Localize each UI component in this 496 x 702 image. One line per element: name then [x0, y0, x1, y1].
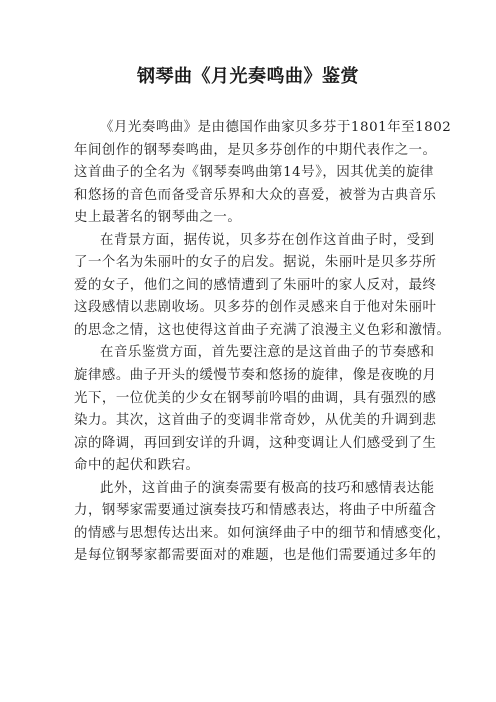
- paragraph-1-line-3: 这首曲子的全名为《钢琴奏鸣曲第14号》，因其优美的旋律: [74, 165, 434, 181]
- document-body: [74, 117, 452, 568]
- paragraph-4-line-4: 是每位钢琴家都需要面对的难题，也是他们需要通过多年的: [74, 548, 437, 564]
- paragraph-3-line-6: 命中的起伏和跌宕。: [74, 458, 200, 474]
- paragraph-3-line-1: 在音乐鉴赏方面，首先要注意的是这首曲子的节奏感和: [100, 345, 435, 361]
- paragraph-3-line-4: 染力。其次，这首曲子的变调非常奇妙，从优美的升调到悲: [74, 413, 437, 429]
- paragraph-3-line-5: 凉的降调，再回到安详的升调，这种变调让人们感受到了生: [74, 435, 437, 451]
- paragraph-2-line-1: 在背景方面，据传说，贝多芬在创作这首曲子时，受到: [100, 232, 435, 248]
- paragraph-3-line-2: 旋律感。曲子开头的缓慢节奏和悠扬的旋律，像是夜晚的月: [74, 368, 437, 384]
- document-title: 钢琴曲《月光奏鸣曲》鉴赏: [137, 66, 359, 87]
- paragraph-4-line-1: 此外，这首曲子的演奏需要有极高的技巧和感情表达能: [100, 480, 435, 496]
- paragraph-1-line-1: 《月光奏鸣曲》是由德国作曲家贝多芬于1801年至1802: [100, 120, 452, 135]
- paragraph-2-line-4: 这段感情以悲剧收场。贝多芬的创作灵感来自于他对朱丽叶: [74, 300, 437, 316]
- paragraph-4-line-3: 的情感与思想传达出来。如何演绎曲子中的细节和情感变化，: [74, 525, 451, 541]
- paragraph-2-line-3: 爱的女子，他们之间的感情遭到了朱丽叶的家人反对，最终: [74, 277, 437, 293]
- paragraph-4-line-2: 力，钢琴家需要通过演奏技巧和情感表达，将曲子中所蕴含: [74, 503, 437, 519]
- paragraph-3-line-3: 光下，一位优美的少女在钢琴前吟唱的曲调，具有强烈的感: [74, 390, 437, 406]
- paragraph-1-line-5: 史上最著名的钢琴曲之一。: [74, 210, 242, 226]
- paragraph-1-line-2: 年间创作的钢琴奏鸣曲，是贝多芬创作的中期代表作之一。: [74, 142, 437, 158]
- paragraph-2-line-5: 的思念之情，这也使得这首曲子充满了浪漫主义色彩和激情。: [74, 322, 451, 338]
- paragraph-1-line-4: 和悠扬的音色而备受音乐界和大众的喜爱，被誉为古典音乐: [74, 187, 437, 203]
- paragraph-2-line-2: 了一个名为朱丽叶的女子的启发。据说，朱丽叶是贝多芬所: [74, 255, 437, 271]
